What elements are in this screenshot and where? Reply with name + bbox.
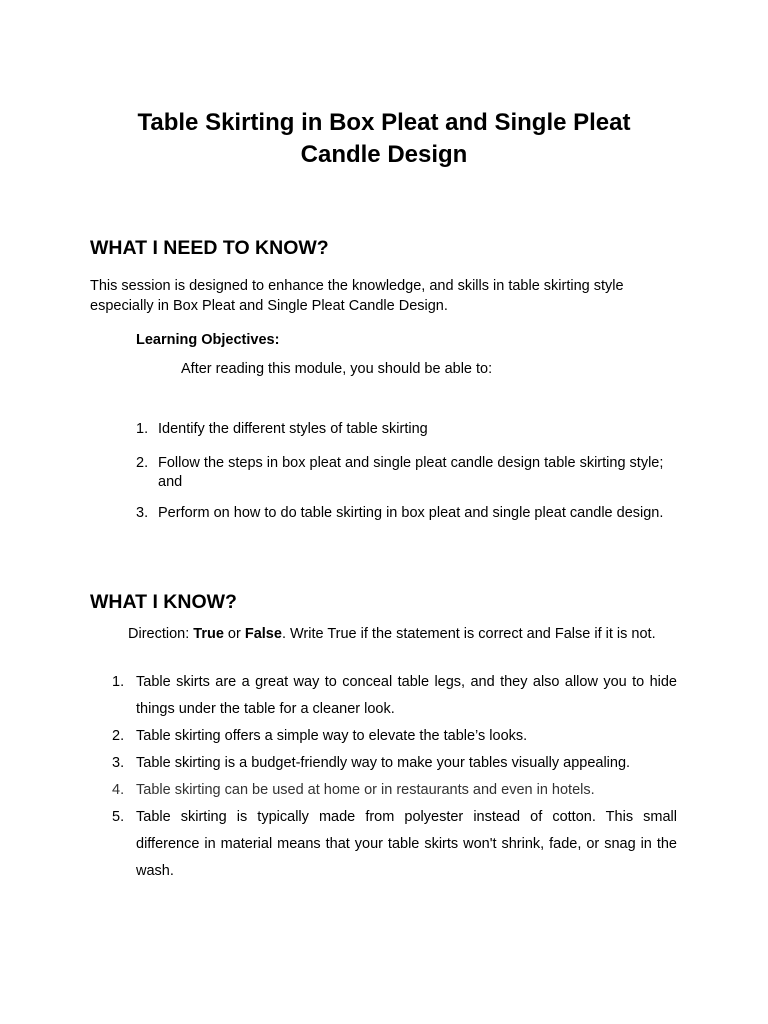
quiz-number: 2. xyxy=(112,728,125,744)
objective-text: Follow the steps in box pleat and single pleat candle design table skirting style; and xyxy=(158,455,664,490)
quiz-item xyxy=(112,777,677,804)
quiz-item xyxy=(112,750,677,777)
objectives-lead-text: After reading this module, you should be able to: xyxy=(181,361,493,377)
quiz-statement: Table skirting is a budget-friendly way to make your tables visually appealing. xyxy=(136,755,631,771)
quiz-statement: Table skirting offers a simple way to elevate the table’s looks. xyxy=(136,728,528,744)
intro-paragraph: This session is designed to enhance the knowledge, and skills in table skirting style especially in Box Pleat and Single Pleat Candle Design. xyxy=(90,278,624,314)
direction-false-word: False xyxy=(244,626,282,642)
quiz-number: 4. xyxy=(112,782,125,798)
direction-or: or xyxy=(223,626,245,642)
quiz-item xyxy=(112,804,677,885)
objective-text: Perform on how to do table skirting in box pleat and single pleat candle design. xyxy=(158,505,664,521)
objective-item xyxy=(136,420,676,439)
quiz-item xyxy=(112,723,677,750)
quiz-statement: Table skirting is typically made from polyester instead of cotton. This small difference in material means that your table skirts won't shrink, fade, or snag in the wash. xyxy=(136,809,677,879)
objective-item xyxy=(136,504,676,523)
objective-text: Identify the different styles of table skirting xyxy=(158,421,428,437)
direction-rest: . Write True if the statement is correct and False if it is not. xyxy=(281,626,656,642)
objective-number: 1. xyxy=(136,421,149,437)
section-heading-need-to-know: WHAT I NEED TO KNOW? xyxy=(90,237,329,259)
title-line-2: Candle Design xyxy=(300,141,468,168)
direction-prefix: Direction: xyxy=(128,626,194,642)
section-heading-what-i-know: WHAT I KNOW? xyxy=(90,591,237,613)
title-line-1: Table Skirting in Box Pleat and Single Pleat xyxy=(137,109,631,136)
objective-item xyxy=(136,454,676,492)
document-title xyxy=(0,107,768,171)
quiz-number: 5. xyxy=(112,809,125,825)
objective-number: 2. xyxy=(136,455,149,471)
quiz-number: 3. xyxy=(112,755,125,771)
learning-objectives-label: Learning Objectives: xyxy=(136,332,280,348)
direction-true-word: True xyxy=(193,626,224,642)
quiz-number: 1. xyxy=(112,674,125,690)
objective-number: 3. xyxy=(136,505,149,521)
quiz-statement: Table skirting can be used at home or in restaurants and even in hotels. xyxy=(136,782,595,798)
direction-text xyxy=(90,624,680,644)
quiz-item xyxy=(112,669,677,723)
quiz-statement: Table skirts are a great way to conceal table legs, and they also allow you to hide things under the table for a cleaner look. xyxy=(136,674,677,717)
